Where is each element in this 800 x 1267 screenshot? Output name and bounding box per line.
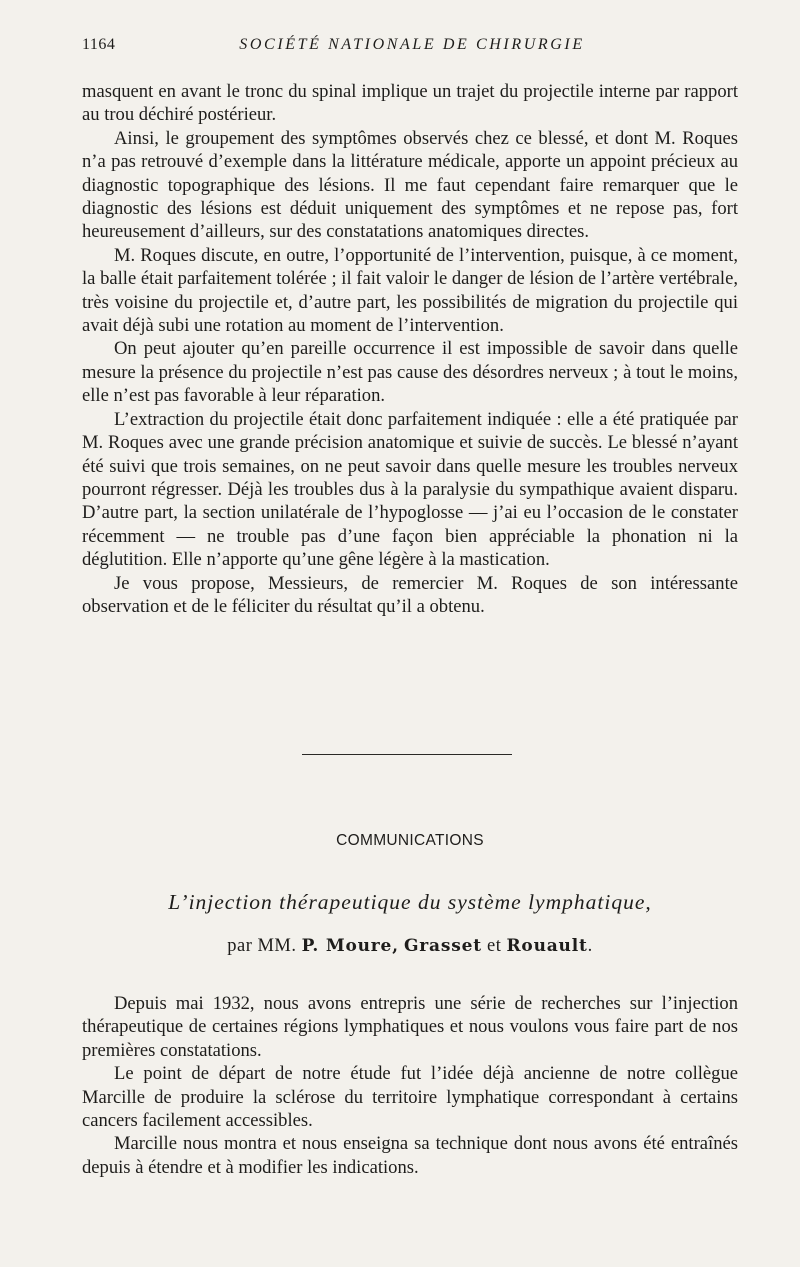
byline-suffix: . (587, 936, 593, 956)
article-paragraph-3: Marcille nous montra et nous enseigna sa technique dont nous avons été entraînés depuis à étendre et à modifier les indications. (82, 1133, 738, 1178)
report-paragraph-1: masquent en avant le tronc du spinal implique un trajet du projectile interne par rapport au trou déchiré postérieur. (82, 81, 738, 126)
section-heading: COMMUNICATIONS (336, 832, 484, 849)
report-paragraph-2: Ainsi, le groupement des symptômes observés chez ce blessé, et dont M. Roques n’a pas retrouvé d’exemple dans la littérature médicale, apporte un appoint précieux au diagnostic topographique des lésions. Il me faut cependant faire remarquer que le diagnostic des lésions est déduit uniquement des symptômes et ne repose pas, fort heureusement d’ailleurs, sur des constatations anatomiques directes. (82, 127, 738, 243)
article-title: L’injection thérapeutique du système lymphatique, (168, 890, 652, 914)
page-number: 1164 (82, 36, 116, 53)
running-head (82, 36, 742, 60)
section-divider (302, 754, 512, 755)
author-separator: , (392, 936, 399, 956)
article-paragraph-1: Depuis mai 1932, nous avons entrepris une série de recherches sur l’injection thérapeutique de certaines régions lymphatiques et nous voulons vous faire part de nos premières constatations. (82, 993, 738, 1061)
author-rouault: Rouault (506, 936, 588, 956)
byline-conjunction: et (487, 936, 502, 956)
report-paragraph-5: L’extraction du projectile était donc parfaitement indiquée : elle a été pratiquée par M. Roques avec une grande précision anatomique et suivie de succès. Le blessé n’ayant été suivi que trois semaines, on ne peut savoir dans quelle mesure les troubles nerveux pourront régresser. Déjà les troubles dus à la paralysie du sympathique avaient disparu. D’autre part, la section unilatérale de l’hypoglosse — j’ai eu l’occasion de le constater récemment — ne trouble pas d’une façon bien appréciable la phonation ni la déglutition. Elle n’apporte qu’une gêne légère à la mastication. (82, 408, 738, 571)
author-moure: P. Moure (301, 936, 393, 956)
report-paragraph-4: On peut ajouter qu’en pareille occurrence il est impossible de savoir dans quelle mesure la présence du projectile n’est pas cause des désordres nerveux ; à tout le moins, elle n’est pas favorable à leur réparation. (82, 338, 738, 407)
article-text (82, 992, 738, 1179)
report-paragraph-6: Je vous propose, Messieurs, de remercier M. Roques de son intéressante observation et de le féliciter du résultat qu’il a obtenu. (82, 572, 738, 617)
report-text (82, 80, 738, 618)
author-grasset: Grasset (403, 936, 482, 956)
report-paragraph-3: M. Roques discute, en outre, l’opportunité de l’intervention, puisque, à ce moment, la balle était parfaitement tolérée ; il fait valoir le danger de lésion de l’artère vertébrale, très voisine du projectile et, d’autre part, les possibilités de migration du projectile qui avait déjà subi une rotation au moment de l’intervention. (82, 244, 738, 337)
byline-prefix: par MM. (227, 936, 297, 956)
byline (82, 936, 738, 957)
article-paragraph-2: Le point de départ de notre étude fut l’idée déjà ancienne de notre collègue Marcille de produire la sclérose du territoire lymphatique correspondant à certains cancers facilement accessibles. (82, 1063, 738, 1132)
journal-title: SOCIÉTÉ NATIONALE DE CHIRURGIE (239, 36, 585, 53)
